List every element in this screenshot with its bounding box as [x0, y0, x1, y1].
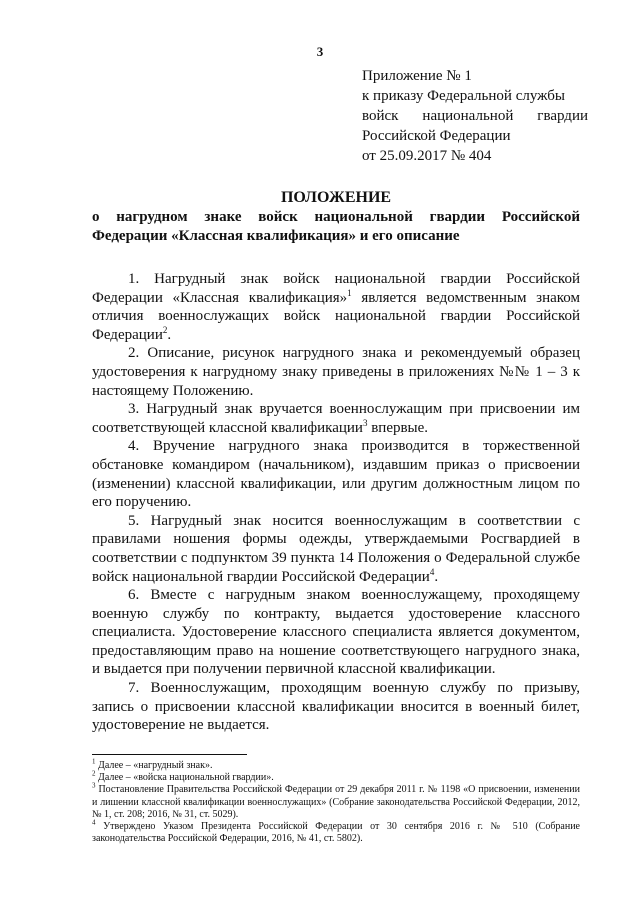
paragraph-6: 6. Вместе с нагрудным знаком военнослужащему, проходящему военную службу по контракту, выдается удостоверение классного специалиста. Удостоверение классного специалиста является документом, предоставляющим право на ношение соответствующего нагрудного знака, и выдается при получении первичной классной квалификации.: [92, 587, 580, 678]
paragraph-4: 4. Вручение нагрудного знака производится в торжественной обстановке командиром (начальником), издавшим приказ о присвоении (изменении) классной квалификации, или другим должностным лицом по его поручению.: [92, 438, 580, 511]
footnote-2: [92, 769, 580, 784]
paragraph-1-text-b: является ведомственным знаком отличия военнослужащих войск национальной гвардии Российской Федерации: [92, 289, 581, 343]
paragraph-3: [92, 400, 580, 437]
appendix-date: от 25.09.2017 № 404: [362, 148, 492, 164]
footnote-ref-4: 4: [429, 566, 435, 577]
footnote-1: [92, 757, 580, 772]
footnote-4: [92, 818, 580, 845]
paragraph-2: 2. Описание, рисунок нагрудного знака и рекомендуемый образец удостоверения к нагрудному знаку приведены в приложениях №№ 1 – 3 к настоящему Положению.: [92, 345, 580, 399]
paragraph-1-text-c: .: [167, 326, 172, 343]
footnote-3: [92, 784, 580, 821]
footnotes: [92, 757, 580, 845]
document-body: [92, 270, 580, 735]
appendix-country: Российской Федерации: [362, 128, 511, 144]
paragraph-3-text-a: 3. Нагрудный знак вручается военнослужащим при присвоении им соответствующей классной квалификации: [92, 401, 580, 436]
appendix-order-reference: к приказу Федеральной службы: [362, 88, 566, 104]
footnote-4-text: Утверждено Указом Президента Российской Федерации от 30 сентября 2016 г. № 510 (Собрание законодательства Российской Федерации, 2016, № 41, ст. 5802).: [92, 821, 580, 845]
paragraph-1-text-a: 1. Нагрудный знак войск национальной гвардии Российской Федерации «Классная квалификация»: [92, 271, 580, 306]
footnote-4-mark: 4: [92, 818, 96, 827]
footnote-2-text: Далее – «войска национальной гвардии».: [95, 772, 274, 784]
footnote-separator: [92, 754, 247, 755]
paragraph-3-text-b: впервые.: [367, 419, 429, 436]
appendix-block: [362, 66, 588, 166]
paragraph-5-text-b: .: [434, 568, 439, 585]
paragraph-5-text-a: 5. Нагрудный знак носится военнослужащим в соответствии с правилами ношения формы одежды, утверждаемыми Росгвардией в соответствии с подпунктом 39 пункта 14 Положения о Федеральной службе войск национальной гвардии Российской Федерации: [92, 512, 580, 585]
footnote-ref-1: 1: [347, 287, 352, 298]
footnote-3-text: Постановление Правительства Российской Федерации от 29 декабря 2011 г. № 1198 «О присвоении, изменении и лишении классной квалификации военнослужащих» (Собрание законодательства Российской Федерации, 2012, № 1, ст. 208; 2016, № 31, ст. 5029).: [92, 784, 580, 820]
footnote-1-mark: 1: [92, 757, 96, 766]
appendix-agency: войск национальной гвардии: [362, 108, 588, 124]
title-heading: ПОЛОЖЕНИЕ: [280, 189, 392, 206]
paragraph-7: 7. Военнослужащим, проходящим военную службу по призыву, запись о присвоении классной квалификации вносится в военный билет, удостоверение не выдается.: [92, 680, 580, 734]
footnote-ref-3: 3: [362, 417, 368, 428]
title-subtitle: о нагрудном знаке войск национальной гвардии Российской Федерации «Классная квалификация» и его описание: [92, 209, 580, 244]
page-number: 3: [316, 44, 324, 59]
paragraph-5: [92, 512, 580, 586]
footnote-1-text: Далее – «нагрудный знак».: [95, 760, 213, 771]
appendix-number: Приложение № 1: [362, 68, 472, 84]
footnote-ref-2: 2: [162, 324, 168, 335]
document-title: [92, 188, 580, 246]
footnote-3-mark: 3: [92, 782, 96, 791]
paragraph-1: [92, 270, 580, 344]
footnote-2-mark: 2: [92, 769, 96, 778]
